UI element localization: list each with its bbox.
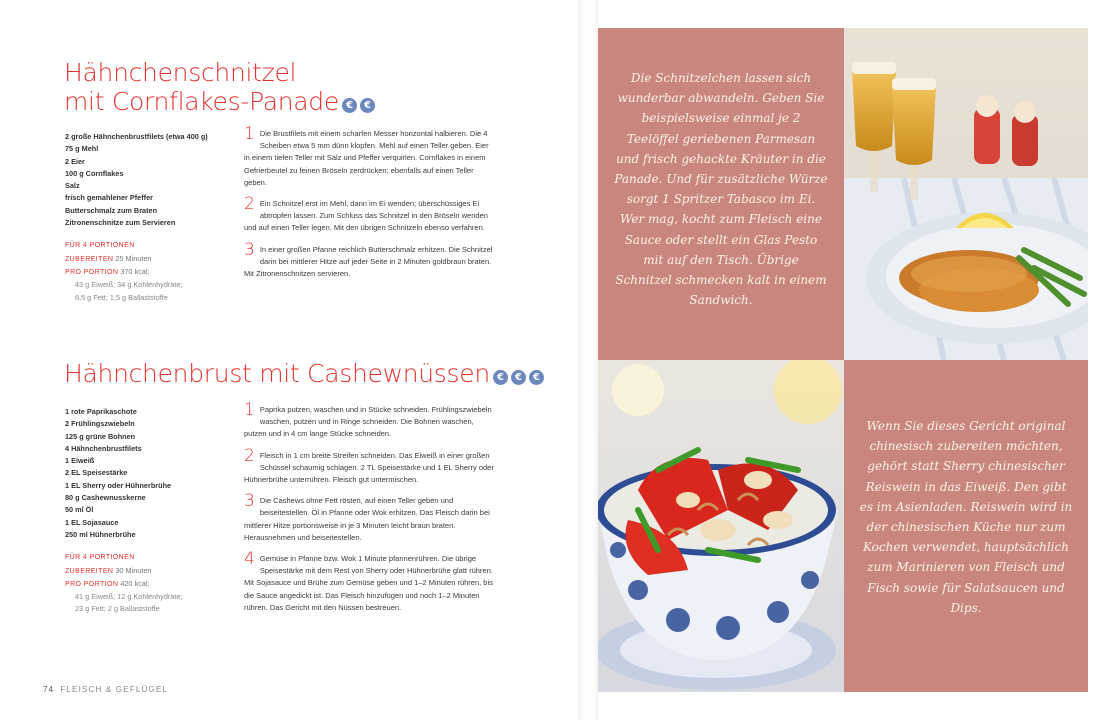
schnitzel-photo [844, 28, 1088, 360]
ingredient: frisch gemahlener Pfeffer [65, 193, 153, 203]
ingredient: 80 g Cashewnusskerne [65, 493, 146, 503]
ingredient: 125 g grüne Bohnen [65, 431, 136, 441]
ingredient: 4 Hähnchenbrustfilets [65, 443, 142, 453]
step-text: Ein Schnitzel erst im Mehl, dann im Ei wenden; überschüssiges Ei abtropfen lassen. Zum Schluss das Schnitzel in den Bröseln wenden und auf einen Teller legen. Mit den übrigen Schnitzeln ebenso verfahren. [244, 199, 488, 233]
ingredient: 50 ml Öl [65, 505, 94, 515]
step-text: Gemüse in Pfanne bzw. Wok 1 Minute pfannenrühren. Die übrige Speisestärke mit dem Rest von Sherry oder Hühnerbrühe glatt rühren. Mit Sojasauce und Brühe zum Gemüse geben und 1–2 Minuten rühren, bis die Sauce angedickt ist. Das Fleisch hinzufügen und noch 1–2 Minuten rühren. Das Gericht mit den Nüssen bestreuen. [244, 554, 493, 612]
servings-label: FÜR 4 PORTIONEN [65, 554, 135, 562]
recipe2-meta [65, 551, 230, 615]
step [244, 239, 496, 281]
recipe1-steps [244, 124, 496, 289]
step-text: Die Cashews ohne Fett rösten, auf einen Teller geben und beiseitestellen. Öl in Pfanne oder Wok erhitzen. Das Fleisch darin bei mittlerer Hitze portionsweise in je 3 Minuten leicht braun braten. Herausnehmen und beiseitestellen. [244, 496, 490, 542]
ingredient: 2 EL Speisestärke [65, 468, 128, 478]
step [244, 445, 496, 487]
ingredient: 1 Eiweiß [65, 456, 95, 466]
recipe2-title-text: Hähnchenbrust mit Cashewnüssen [64, 359, 490, 388]
ingredient: 250 ml Hühnerbrühe [65, 529, 136, 539]
ingredient: 2 Frühlingszwiebeln [65, 419, 135, 429]
euro-coin-icon: € [493, 370, 508, 385]
step [244, 194, 496, 235]
ingredient: Salz [65, 181, 80, 191]
portion-value: 370 kcal; [120, 266, 150, 276]
step-text: In einer großen Pfanne reichlich Butterschmalz erhitzen. Die Schnitzel darin bei mittlerer Hitze auf jeder Seite in 2 Minuten goldbraun braten. Mit Zitronenschnitzen servieren. [244, 244, 493, 279]
step [244, 549, 496, 614]
section-name: FLEISCH & GEFLÜGEL [60, 685, 169, 694]
step-number: 1 [244, 124, 255, 144]
tip-text: Wenn Sie dieses Gericht original chinesisch zubereiten möchten, gehört statt Sherry chinesischer Reiswein in das Eiweiß. Den gibt es im Asienladen. Reiswein wird in der chinesischen Küche nur zum Kochen verwendet, hauptsächlich zum Marinieren von Fleisch und Fisch sowie für Salatsaucen und Dips. [859, 419, 1073, 615]
recipe2-steps [244, 400, 496, 623]
prep-label: ZUBEREITEN [65, 255, 114, 263]
euro-coin-icon: € [529, 370, 544, 385]
step-number: 2 [244, 194, 255, 215]
step [244, 124, 496, 189]
recipe1-title-line2: mit Cornflakes-Panade [64, 87, 339, 116]
ingredient: 1 EL Sherry oder Hühnerbrühe [65, 480, 172, 490]
euro-coin-icon: € [360, 98, 375, 113]
step-text: Paprika putzen, waschen und in Stücke schneiden. Frühlingszwiebeln waschen, putzen und in Ringe schneiden. Die Bohnen waschen, putzen und in 4 cm lange Stücke schneiden. [244, 405, 492, 439]
recipe2-ingredients [65, 406, 230, 616]
right-page [598, 0, 1117, 720]
book-gutter [578, 0, 598, 720]
tip-box-cashew [844, 360, 1088, 692]
nutrition-line: 6,5 g Fett; 1,5 g Ballaststoffe [75, 292, 168, 302]
step-text: Die Brustfilets mit einem scharfen Messer horizontal halbieren. Die 4 Scheiben etwa 5 mm dünn klopfen. Mehl auf einen Teller geben. Eier in einem tiefen Teller mit Salz und Pfeffer verquirlen. Cornflakes in einem Gefrierbeutel zu feinen Bröseln zerdrücken; ebenfalls auf einen Teller geben. [244, 129, 489, 187]
page-number: 74 [43, 685, 55, 694]
ingredient: Zitronenschnitze zum Servieren [65, 218, 176, 228]
prep-label: ZUBEREITEN [65, 567, 114, 575]
nutrition-line: 43 g Eiweiß; 34 g Kohlenhydrate; [75, 280, 183, 290]
servings-label: FÜR 4 PORTIONEN [65, 242, 135, 250]
tip-text: Die Schnitzelchen lassen sich wunderbar abwandeln. Geben Sie beispielsweise einmal je 2 Teelöffel geriebenen Parmesan und frisch gehackte Kräuter in die Panade. Und für zusätzliche Würze sorgt 1 Spritzer Tabasco im Ei. Wer mag, kocht zum Fleisch eine Sauce oder stellt ein Glas Pesto mit auf den Tisch. Übrige Schnitzel schmecken kalt in einem Sandwich. [614, 71, 828, 308]
prep-value: 25 Minuten [115, 253, 152, 263]
ingredient: 75 g Mehl [65, 144, 99, 154]
nutrition-line: 23 g Fett; 2 g Ballaststoffe [75, 604, 160, 614]
step [244, 400, 496, 441]
step [244, 491, 496, 544]
euro-coin-icon: € [342, 98, 357, 113]
prep-value: 30 Minuten [115, 565, 152, 575]
ingredient: 2 große Hähnchenbrustfilets (etwa 400 g) [65, 132, 208, 141]
recipe1-ingredients [65, 131, 230, 304]
recipe1-title-line1: Hähnchenschnitzel [64, 58, 297, 87]
ingredient: 1 rote Paprikaschote [65, 407, 137, 416]
ingredient: Butterschmalz zum Braten [65, 205, 158, 215]
tip-box-schnitzel [598, 28, 844, 360]
recipe1-meta [65, 239, 230, 303]
nutrition-line: 41 g Eiweiß; 12 g Kohlenhydrate; [75, 592, 183, 602]
recipe2-title [64, 359, 544, 388]
step-text: Fleisch in 1 cm breite Streifen schneiden. Das Eiweiß in einer großen Schüssel schaumig schlagen. 2 TL Speisestärke und 1 EL Sherry oder Hühnerbrühe unterrühren. Fleisch gut untermischen. [244, 450, 494, 485]
step-number: 1 [244, 400, 255, 420]
step-number: 3 [244, 491, 255, 512]
page-footer [43, 685, 168, 694]
ingredient: 2 Eier [65, 156, 85, 166]
euro-coin-icon: € [511, 370, 526, 385]
portion-label: PRO PORTION [65, 268, 119, 276]
step-number: 4 [244, 549, 255, 570]
portion-label: PRO PORTION [65, 580, 119, 588]
step-number: 2 [244, 445, 255, 466]
portion-value: 420 kcal; [120, 578, 150, 588]
ingredient: 1 EL Sojasauce [65, 517, 119, 527]
recipe1-title [64, 58, 375, 116]
cashew-chicken-photo [598, 360, 844, 692]
step-number: 3 [244, 239, 255, 260]
ingredient: 100 g Cornflakes [65, 168, 124, 178]
